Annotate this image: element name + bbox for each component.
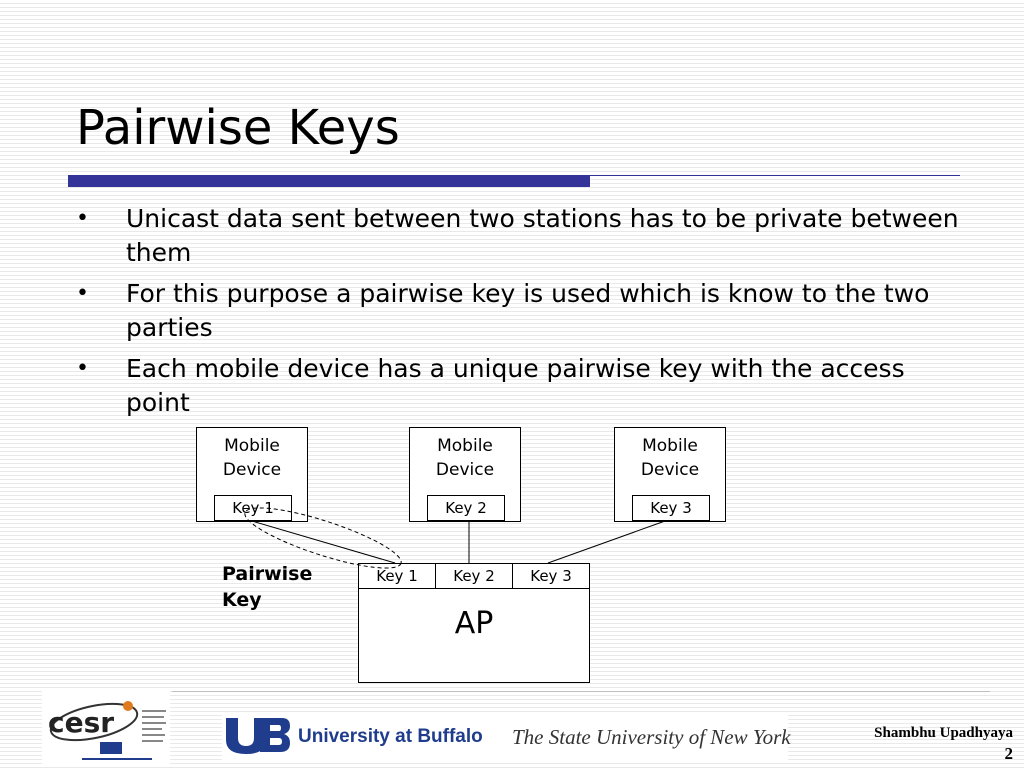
pairwise-key-label: Pairwise Key	[222, 563, 313, 611]
bullet-dot-icon: •	[76, 281, 89, 306]
ap-key-1: Key 1	[359, 564, 436, 589]
device-label: Mobile Device	[435, 436, 495, 480]
bullet-item	[76, 352, 976, 420]
footer-divider	[172, 691, 990, 692]
device-label: Mobile Device	[222, 436, 282, 480]
bullet-item	[76, 277, 976, 345]
cesr-logo	[42, 690, 170, 766]
ap-key-3: Key 3	[513, 564, 589, 589]
device-label: Mobile Device	[640, 436, 700, 480]
device-key: Key 3	[632, 495, 710, 521]
access-point-box	[358, 563, 590, 683]
university-subtitle: The State University of New York	[512, 725, 791, 749]
university-banner	[222, 714, 791, 760]
page-number: 2	[1004, 744, 1013, 763]
bullet-dot-icon: •	[76, 356, 89, 381]
bullet-text: Each mobile device has a unique pairwise key with the access point	[126, 354, 905, 417]
author-name: Shambhu Upadhyaya	[874, 725, 1013, 741]
ap-key-2: Key 2	[436, 564, 513, 589]
connector-line-3	[548, 521, 665, 563]
bullet-list	[76, 202, 976, 427]
university-name: University at Buffalo	[298, 726, 483, 747]
title-underline-bar	[68, 175, 590, 187]
device-key: Key 2	[427, 495, 505, 521]
slide-title: Pairwise Keys	[76, 100, 400, 156]
mobile-device-1	[196, 427, 308, 522]
ap-label: AP	[454, 606, 494, 641]
bullet-text: For this purpose a pairwise key is used which is know to the two parties	[126, 279, 930, 342]
ub-logo-icon	[224, 716, 292, 754]
connector-line-1	[252, 521, 395, 563]
cesr-logo-text: cesr	[48, 706, 115, 739]
bullet-text: Unicast data sent between two stations has to be private between them	[126, 204, 959, 267]
mobile-device-3	[614, 427, 726, 522]
cesr-logo-icon	[42, 690, 170, 766]
mobile-device-2	[409, 427, 521, 522]
bullet-item	[76, 202, 976, 270]
title-underline-thin	[590, 175, 960, 176]
bullet-dot-icon: •	[76, 206, 89, 231]
device-key: Key 1	[214, 495, 292, 521]
